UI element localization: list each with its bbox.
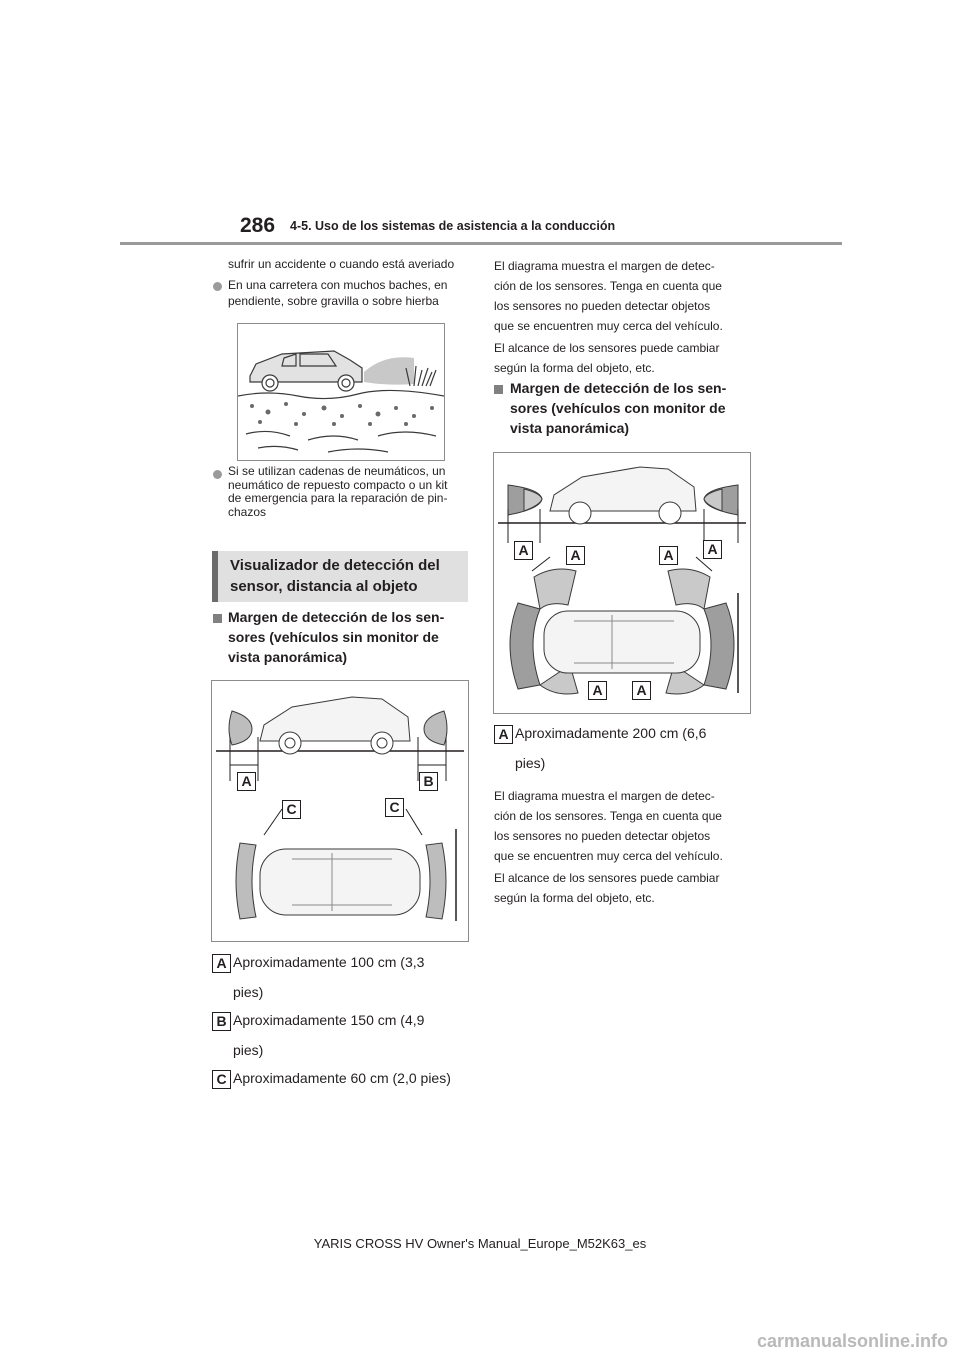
figure-label-a: A [566, 546, 585, 565]
legend-text-b-cont: pies) [233, 1042, 264, 1058]
header-rule [120, 242, 842, 245]
section-title-box [212, 551, 468, 602]
page-number: 286 [240, 214, 276, 237]
rough-road-illustration [238, 324, 444, 460]
paragraph-diagram-info: El diagrama muestra el margen de detec- ción de los sensores. Tenga en cuenta que los sensores no pueden detectar objetos que se encuentren muy cerca del vehículo. [494, 259, 723, 333]
legend-letter-a: A [212, 954, 231, 973]
figure-label-a: A [588, 681, 607, 700]
sensor-range-figure-no-panoramic [211, 680, 469, 942]
square-bullet-icon [494, 385, 503, 394]
continued-text: sufrir un accidente o cuando está averiado [228, 257, 455, 271]
sensor-range-illustration-panoramic [494, 453, 750, 713]
figure-label-a: A [237, 772, 256, 791]
footer-manual-title: YARIS CROSS HV Owner's Manual_Europe_M52K63_es [313, 1236, 647, 1251]
sensor-range-figure-panoramic [493, 452, 751, 714]
legend-text-a: Aproximadamente 100 cm (3,3 [233, 954, 425, 970]
square-bullet-icon [213, 614, 222, 623]
subhead-panoramic: Margen de detección de los sen- sores (vehículos con monitor de vista panorámica) [510, 380, 727, 436]
bullet-text-rough-road: En una carretera con muchos baches, en pendiente, sobre gravilla o sobre hierba [228, 278, 448, 308]
legend-text-a-cont: pies) [515, 755, 546, 771]
paragraph-range-shape: El alcance de los sensores puede cambiar según la forma del objeto, etc. [494, 341, 720, 375]
figure-label-b: B [419, 772, 438, 791]
figure-label-a: A [632, 681, 651, 700]
rough-road-figure [237, 323, 445, 461]
legend-letter-b: B [212, 1012, 231, 1031]
bullet-text-tire-chains: Si se utilizan cadenas de neumáticos, un neumático de repuesto compacto o un kit de emergencia para la reparación de pin- chazos [228, 464, 448, 519]
paragraph-range-shape-2: El alcance de los sensores puede cambiar según la forma del objeto, etc. [494, 871, 720, 905]
figure-label-a: A [659, 546, 678, 565]
legend-letter-c: C [212, 1070, 231, 1089]
round-bullet-icon [213, 282, 222, 291]
legend-letter-a: A [494, 725, 513, 744]
section-header: 4-5. Uso de los sistemas de asistencia a la conducción [290, 219, 616, 233]
legend-text-c: Aproximadamente 60 cm (2,0 pies) [233, 1070, 451, 1086]
legend-text-a-cont: pies) [233, 984, 264, 1000]
figure-label-a: A [514, 541, 533, 560]
watermark: carmanualsonline.info [756, 1331, 948, 1351]
legend-text-b: Aproximadamente 150 cm (4,9 [233, 1012, 425, 1028]
figure-label-c: C [385, 798, 404, 817]
legend-text-a: Aproximadamente 200 cm (6,6 [515, 725, 707, 741]
round-bullet-icon [213, 470, 222, 479]
figure-label-c: C [282, 800, 301, 819]
sensor-range-illustration [212, 681, 468, 941]
subhead-no-panoramic: Margen de detección de los sen- sores (vehículos sin monitor de vista panorámica) [228, 609, 445, 665]
section-title: Visualizador de detección del sensor, distancia al objeto [230, 557, 440, 595]
figure-label-a: A [703, 540, 722, 559]
paragraph-diagram-info-2: El diagrama muestra el margen de detec- ción de los sensores. Tenga en cuenta que los sensores no pueden detectar objetos que se encuentren muy cerca del vehículo. [494, 789, 723, 863]
